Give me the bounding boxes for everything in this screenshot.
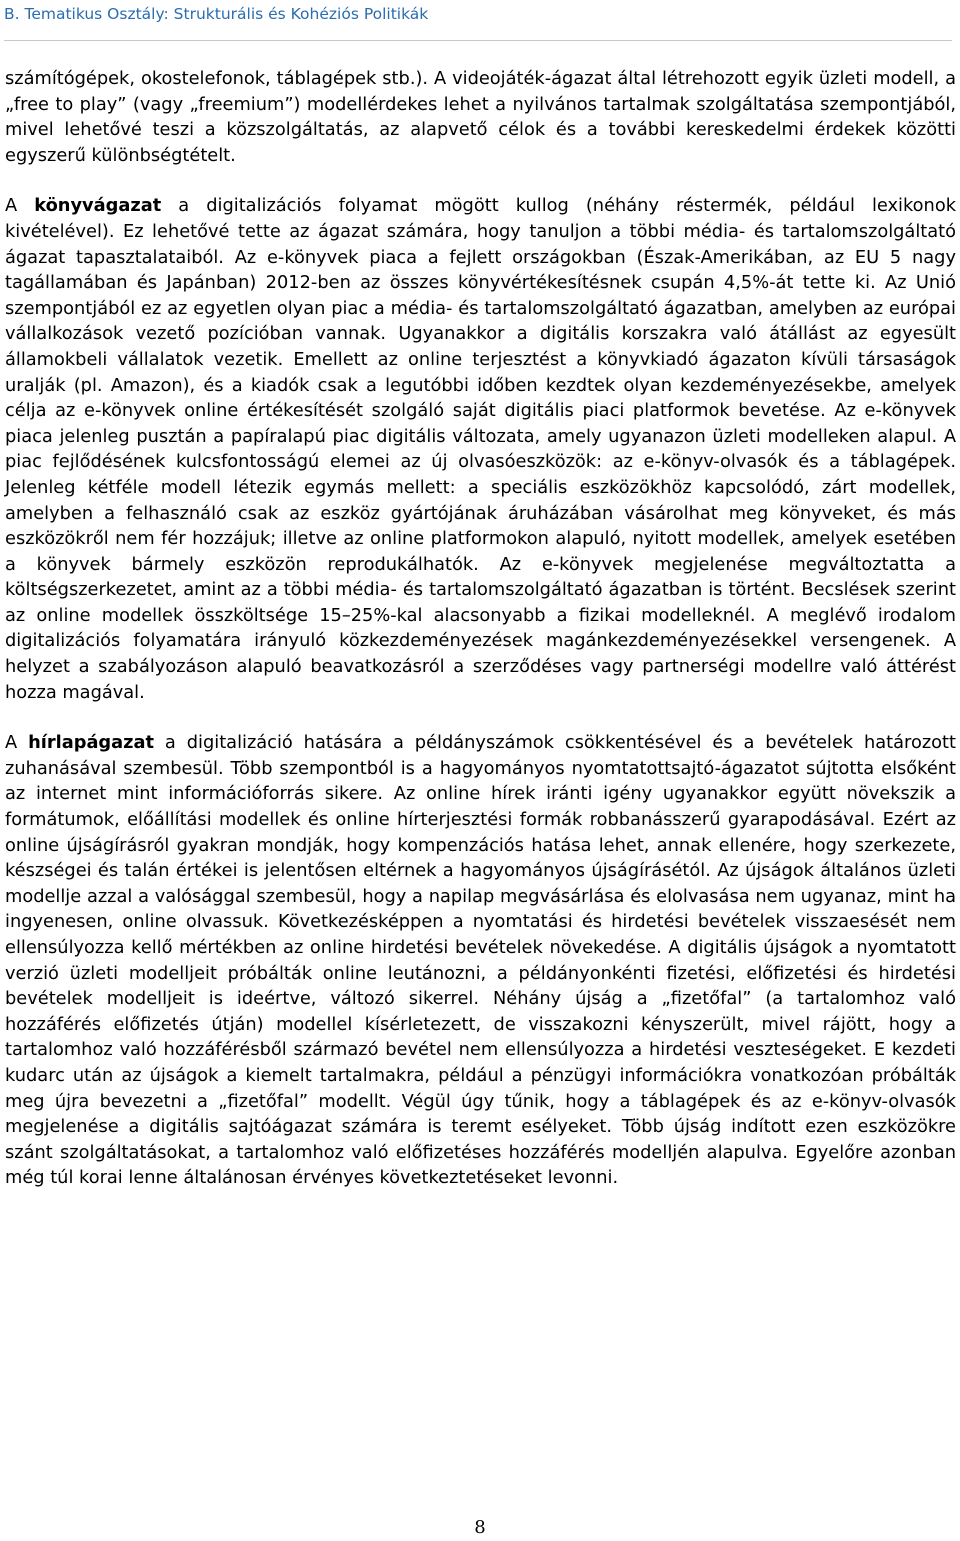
paragraph-lead: A	[5, 732, 29, 754]
header-title: B. Tematikus Osztály: Strukturális és Kohéziós Politikák	[4, 5, 429, 23]
paragraph-videogame	[5, 66, 956, 168]
paragraph-text: a digitalizációs folyamat mögött kullog (néhány réstermék, például lexikonok kivételével). Ez lehetővé tette az ágazat számára, hogy tanuljon a többi média- és tartalomszolgáltató ágazat tapasztalataiból. Az e-könyvek piaca a fejlett országokban (Észak-Amerikában, az EU 5 nagy tagállamában és Japánban) 2012-ben az összes könyvértékesítésnek csupán 4,5%-át tette ki. Az Unió szempontjából ez az egyetlen olyan piac a média- és tartalomszolgáltató ágazatban, amelyben az európai vállalkozások vezető pozícióban vannak. Ugyanakkor a digitális korszakra való átállást az egyesült államokbeli vállalatok vezetik. Emellett az online terjesztést a könyvkiadó ágazaton kívüli társaságok uralják (pl. Amazon), és a kiadók csak a legutóbbi időben kezdtek olyan kezdeményezésekbe, amelyek célja az e-könyvek online értékesítését szolgáló saját digitális piaci platformok bevetése. Az e-könyvek piaca jelenleg pusztán a papíralapú piac digitális változata, amely ugyanazon üzleti modelleken alapul. A piac fejlődésének kulcsfontosságú elemei az új olvasóeszközök: az e-könyv-olvasók és a táblagépek. Jelenleg kétféle modell létezik egymás mellett: a speciális eszközökhöz kapcsolódó, zárt modellek, amelyben a felhasználó csak az eszköz gyártójának áruházában vásárolhat meg könyveket, és más eszközökről nem fér hozzájuk; illetve az online platformokon alapuló, nyitott modellek, amelyek esetében a könyvek bármely eszközön reprodukálhatók. Az e-könyvek megjelenése megváltoztatta a költségszerkezetet, amint az a többi média- és tartalomszolgáltató ágazatban is történt. Becslések szerint az online modellek összköltsége 15–25%-kal alacsonyabb a fizikai modelleknél. A meglévő irodalom digitalizációs folyamatára irányuló közkezdeményezések magánkezdeményezésekkel versengenek. A helyzet a szabályozáson alapuló beavatkozásról a szerződéses vagy partnerségi modellre való áttérést hozza magával.	[5, 195, 956, 703]
paragraph-book-sector	[5, 193, 956, 705]
keyword-book-sector: könyvágazat	[34, 195, 162, 217]
running-header	[4, 0, 952, 41]
keyword-newspaper-sector: hírlapágazat	[28, 732, 155, 754]
page-number: 8	[474, 1517, 486, 1538]
paragraph-text: számítógépek, okostelefonok, táblagépek stb.). A videojáték-ágazat által létrehozott egyik üzleti modell, a „free to play” (vagy „freemium”) modellérdekes lehet a nyilvános tartalmak szolgáltatása szempontjából, mivel lehetővé teszi a közszolgáltatás, az alapvető célok és a további kereskedelmi érdekek közötti egyszerű különbségtételt.	[5, 68, 956, 166]
paragraph-lead: A	[5, 195, 35, 217]
paragraph-text: a digitalizáció hatására a példányszámok csökkentésével és a bevételek határozott zuhanásával szembesül. Több szempontból is a hagyományos nyomtatottsajtó-ágazatot sújtotta elsőként az internet mint információforrás sikere. Az online hírek iránti igény ugyanakkor együtt növekszik a formátumok, előállítási modellek és online hírterjesztési formák robbanásszerű gyarapodásával. Ezért az online újságírásról gyakran mondják, hogy kompenzációs hatása lehet, annak ellenére, hogy szerkezete, készségei és talán értékei is jelentősen eltérnek a hagyományos újságírásétól. Az újságok általános üzleti modellje azzal a valósággal szembesül, hogy a napilap megvásárlása és elolvasása nem ugyanaz, mint ha ingyenesen, online olvassuk. Következésképpen a nyomtatási és hirdetési bevételek visszaesését nem ellensúlyozza kellő mértékben az online hirdetési bevételek növekedése. A digitális újságok a nyomtatott verzió üzleti modelljeit próbálták online leutánozni, a példányonkénti fizetési, előfizetési és hirdetési bevételek modelljeit is ideértve, változó sikerrel. Néhány újság a „fizetőfal” (a tartalomhoz való hozzáférés előfizetés útján) modellel kísérletezett, de visszakozni kényszerült, mivel rájött, hogy a tartalomhoz való hozzáférésből származó bevétel nem ellensúlyozza a hirdetési veszteségeket. E kezdeti kudarc után az újságok a kiemelt tartalmakra, például a pénzügyi információkra vonatkozóan próbálták meg újra bevezetni a „fizetőfal” modellt. Végül úgy tűnik, hogy a táblagépek és az e-könyv-olvasók megjelenése a digitális sajtóágazat számára is teremt esélyeket. Több újság indított ezen eszközökre szánt szolgáltatásokat, a tartalomhoz való előfizetéses hozzáférés modelljén alapulva. Egyelőre azonban még túl korai lenne általánosan érvényes következtetéseket levonni.	[5, 732, 956, 1189]
paragraph-newspaper-sector	[5, 730, 956, 1191]
document-body	[5, 66, 956, 1191]
